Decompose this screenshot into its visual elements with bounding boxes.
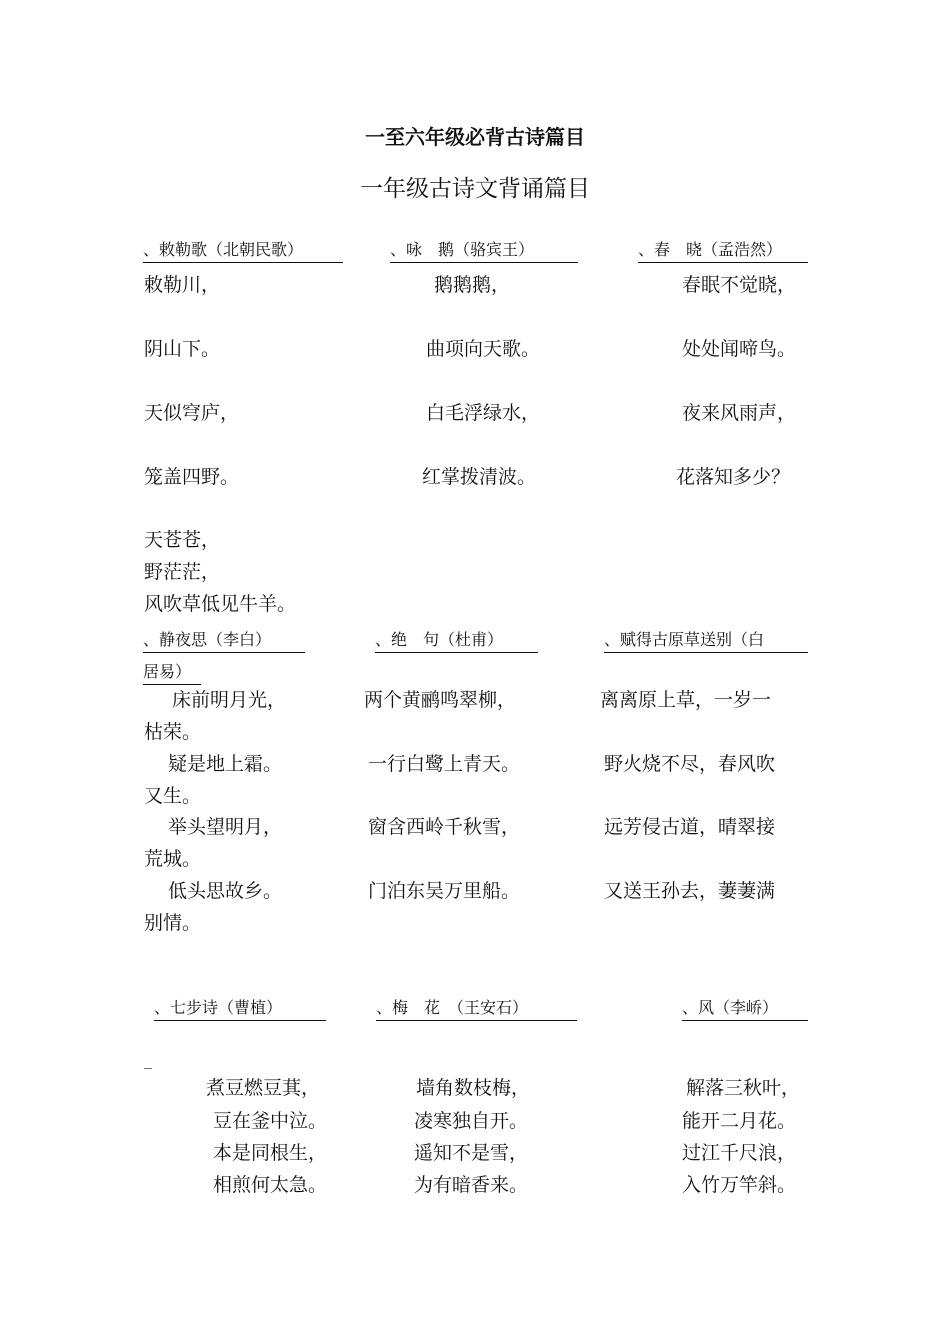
poem-title-fu-de-gu-yuan-cao: 、赋得古原草送别（白 <box>604 629 808 653</box>
stray-mark: _ <box>144 1050 152 1069</box>
poem-line: 天似穹庐， <box>144 402 240 424</box>
poem-line: 花落知多少？ <box>676 466 791 488</box>
poem-line: 夜来风雨声， <box>682 402 797 424</box>
poem-line: 野火烧不尽，春风吹 <box>604 753 776 775</box>
poem-line-wrap: 别情。 <box>144 912 202 934</box>
poem-line: 解落三秋叶， <box>686 1077 801 1099</box>
poem-title-feng: 、风（李峤） <box>682 997 808 1021</box>
poem-line: 过江千尺浪， <box>682 1142 797 1164</box>
poem-line: 一行白鹭上青天。 <box>368 753 521 775</box>
poem-title-chile-ge: 、敕勒歌（北朝民歌） <box>143 239 343 263</box>
poem-title-jing-ye-si: 、静夜思（李白） <box>143 629 305 653</box>
poem-line: 床前明月光， <box>172 689 287 711</box>
poem-line: 又送王孙去，萋萋满 <box>604 880 776 902</box>
poem-line: 敕勒川， <box>144 274 221 296</box>
poem-line: 鹅鹅鹅， <box>434 274 511 296</box>
poem-line: 门泊东吴万里船。 <box>368 880 521 902</box>
poem-line: 煮豆燃豆萁， <box>206 1077 321 1099</box>
poem-line: 风吹草低见牛羊。 <box>144 593 297 615</box>
poem-title-yong-e: 、咏 鹅（骆宾王） <box>390 239 578 263</box>
poem-line: 低头思故乡。 <box>168 880 283 902</box>
poem-title-qi-bu-shi: 、七步诗（曹植） <box>154 997 326 1021</box>
poem-line: 春眠不觉晓， <box>682 274 797 296</box>
poem-line: 疑是地上霜。 <box>168 753 283 775</box>
poem-line: 相煎何太急。 <box>213 1174 328 1196</box>
poem-line: 能开二月花。 <box>682 1110 797 1132</box>
poem-line: 曲项向天歌。 <box>426 338 541 360</box>
poem-line: 入竹万竿斜。 <box>682 1174 797 1196</box>
poem-line: 红掌拨清波。 <box>422 466 537 488</box>
poem-line-wrap: 枯荣。 <box>144 721 202 743</box>
poem-line: 野茫茫， <box>144 561 221 583</box>
poem-title-mei-hua: 、梅 花 （王安石） <box>376 997 577 1021</box>
poem-line: 举头望明月， <box>168 816 283 838</box>
section-subtitle: 一年级古诗文背诵篇目 <box>360 176 590 202</box>
poem-line: 白毛浮绿水， <box>426 402 541 424</box>
poem-line: 本是同根生， <box>213 1142 328 1164</box>
poem-line: 天苍苍， <box>144 529 221 551</box>
poem-line: 为有暗香来。 <box>414 1174 529 1196</box>
poem-line: 笼盖四野。 <box>144 466 240 488</box>
poem-line-wrap: 荒城。 <box>144 848 202 870</box>
poem-line: 凌寒独自开。 <box>414 1110 529 1132</box>
poem-line: 遥知不是雪， <box>414 1142 529 1164</box>
poem-line: 离离原上草，一岁一 <box>600 689 772 711</box>
poem-line: 处处闻啼鸟。 <box>682 338 797 360</box>
poem-title-continuation: 居易） <box>143 661 201 685</box>
document-title: 一至六年级必背古诗篇目 <box>365 125 585 149</box>
poem-line-wrap: 又生。 <box>144 785 202 807</box>
poem-line: 墙角数枝梅， <box>416 1077 531 1099</box>
poem-title-chun-xiao: 、春 晓（孟浩然） <box>638 239 808 263</box>
poem-line: 窗含西岭千秋雪， <box>368 816 521 838</box>
poem-line: 远芳侵古道，晴翠接 <box>604 816 776 838</box>
poem-line: 两个黄鹂鸣翠柳， <box>364 689 517 711</box>
poem-line: 阴山下。 <box>144 338 221 360</box>
poem-line: 豆在釜中泣。 <box>213 1110 328 1132</box>
poem-title-jue-ju: 、绝 句（杜甫） <box>375 629 538 653</box>
